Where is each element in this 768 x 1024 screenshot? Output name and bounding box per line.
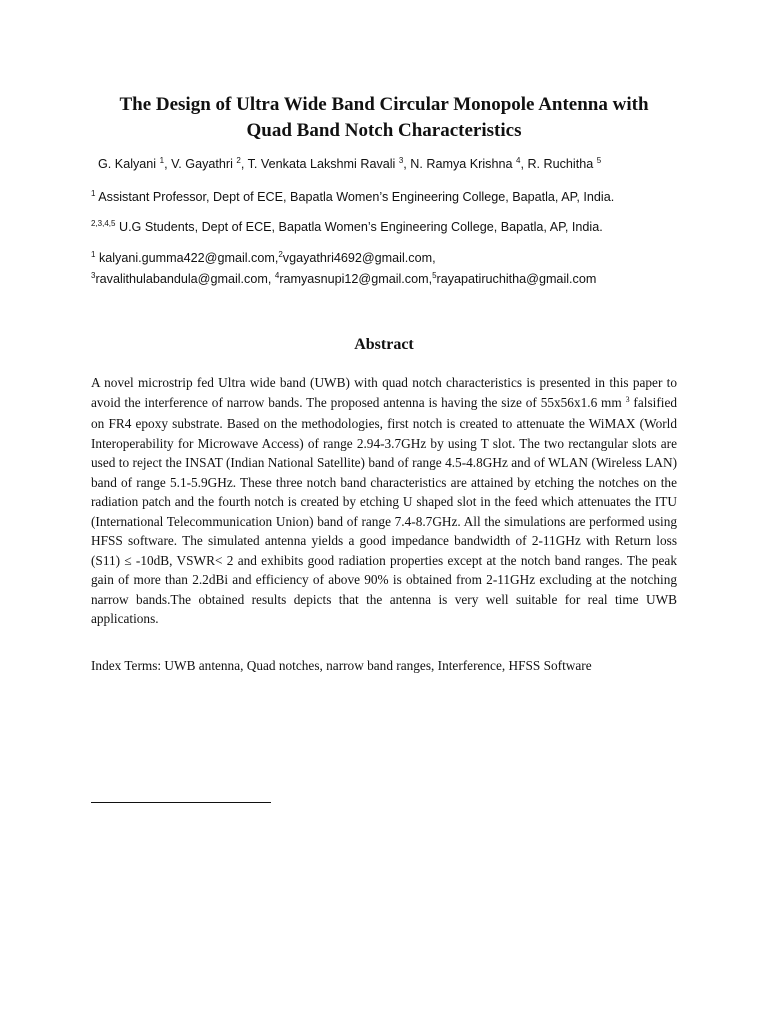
author-sup: 3 bbox=[398, 156, 404, 165]
email-sup: 3 bbox=[91, 271, 96, 280]
author-name: G. Kalyani bbox=[98, 157, 160, 171]
email-sup: 5 bbox=[432, 271, 437, 280]
email-sup: 4 bbox=[274, 271, 280, 280]
author-separator: , bbox=[240, 157, 248, 171]
author-separator: , bbox=[164, 157, 172, 171]
author-sup: 1 bbox=[159, 156, 165, 165]
email-link[interactable]: kalyani.gumma422@gmail.com, bbox=[95, 251, 279, 265]
author-name: R. Ruchitha bbox=[527, 157, 597, 171]
email-link[interactable]: rayapatiruchitha@gmail.com bbox=[436, 272, 597, 286]
affiliation-text: U.G Students, Dept of ECE, Bapatla Women’s Engineering College, Bapatla, AP, India. bbox=[115, 220, 603, 234]
index-terms: Index Terms: UWB antenna, Quad notches, narrow band ranges, Interference, HFSS Software bbox=[91, 658, 592, 673]
affiliation-line bbox=[91, 220, 603, 234]
email-line-2 bbox=[91, 272, 596, 286]
author-sup: 4 bbox=[515, 156, 521, 165]
abstract-text bbox=[91, 373, 677, 629]
title-line-2: Quad Band Notch Characteristics bbox=[246, 120, 522, 141]
affiliation-line bbox=[91, 190, 614, 204]
author-separator: , bbox=[403, 157, 411, 171]
email-sup: 2 bbox=[278, 250, 283, 259]
title-line-1: The Design of Ultra Wide Band Circular Monopole Antenna with bbox=[119, 94, 649, 115]
author-separator: , bbox=[520, 157, 528, 171]
paper-title bbox=[60, 92, 708, 144]
author-name: N. Ramya Krishna bbox=[410, 157, 516, 171]
email-link[interactable]: vgayathri4692@gmail.com, bbox=[282, 251, 436, 265]
email-sup: 1 bbox=[91, 250, 96, 259]
abstract-part-1: A novel microstrip fed Ultra wide band (UWB) with quad notch characteristics is presented in this paper to avoid the interference of narrow bands. The proposed antenna is having the size of 55x56x1.6 mm bbox=[91, 375, 677, 410]
affiliation-text: Assistant Professor, Dept of ECE, Bapatla Women’s Engineering College, Bapatla, AP, India. bbox=[95, 190, 615, 204]
email-link[interactable]: ramyasnupi12@gmail.com, bbox=[279, 272, 433, 286]
email-link[interactable]: ravalithulabandula@gmail.com, bbox=[95, 272, 275, 286]
abstract-part-2: falsified on FR4 epoxy substrate. Based on the methodologies, first notch is created to attenuate the WiMAX (World Interoperability for Microwave Access) of range 2.94-3.7GHz by using T slot. The two rectangular slots are used to reject the INSAT (Indian National Satellite) band of range 4.5-4.8GHz and of WLAN (Wireless LAN) band of range 5.1-5.9GHz. These three notch band characteristics are attained by etching the notches on the radiation patch and the fourth notch is created by etching U shaped slot in the feed which attenuates the ITU (International Telecommunication Union) band of range 7.4-8.7GHz. All the simulations are performed using HFSS software. The simulated antenna yields a good impedance bandwidth of 2-11GHz with Return loss (S11) ≤ -10dB, VSWR< 2 and exhibits good radiation properties except at the notch band ranges. The peak gain of more than 2.2dBi and efficiency of above 90% is obtained from 2-11GHz excluding at the notching narrow bands.The obtained results depicts that the antenna is very well suitable for real time UWB applications. bbox=[91, 394, 678, 626]
abstract-superscript: 3 bbox=[625, 394, 630, 404]
author-line bbox=[98, 157, 601, 171]
author-name: V. Gayathri bbox=[171, 157, 237, 171]
affiliation-sup: 1 bbox=[91, 189, 96, 198]
abstract-heading: Abstract bbox=[354, 336, 414, 353]
author-sup: 5 bbox=[596, 156, 602, 165]
affiliation-sup: 2,3,4,5 bbox=[91, 219, 116, 228]
author-name: T. Venkata Lakshmi Ravali bbox=[247, 157, 399, 171]
author-sup: 2 bbox=[236, 156, 241, 165]
email-line-1 bbox=[91, 251, 436, 265]
footnote-divider bbox=[91, 802, 271, 803]
